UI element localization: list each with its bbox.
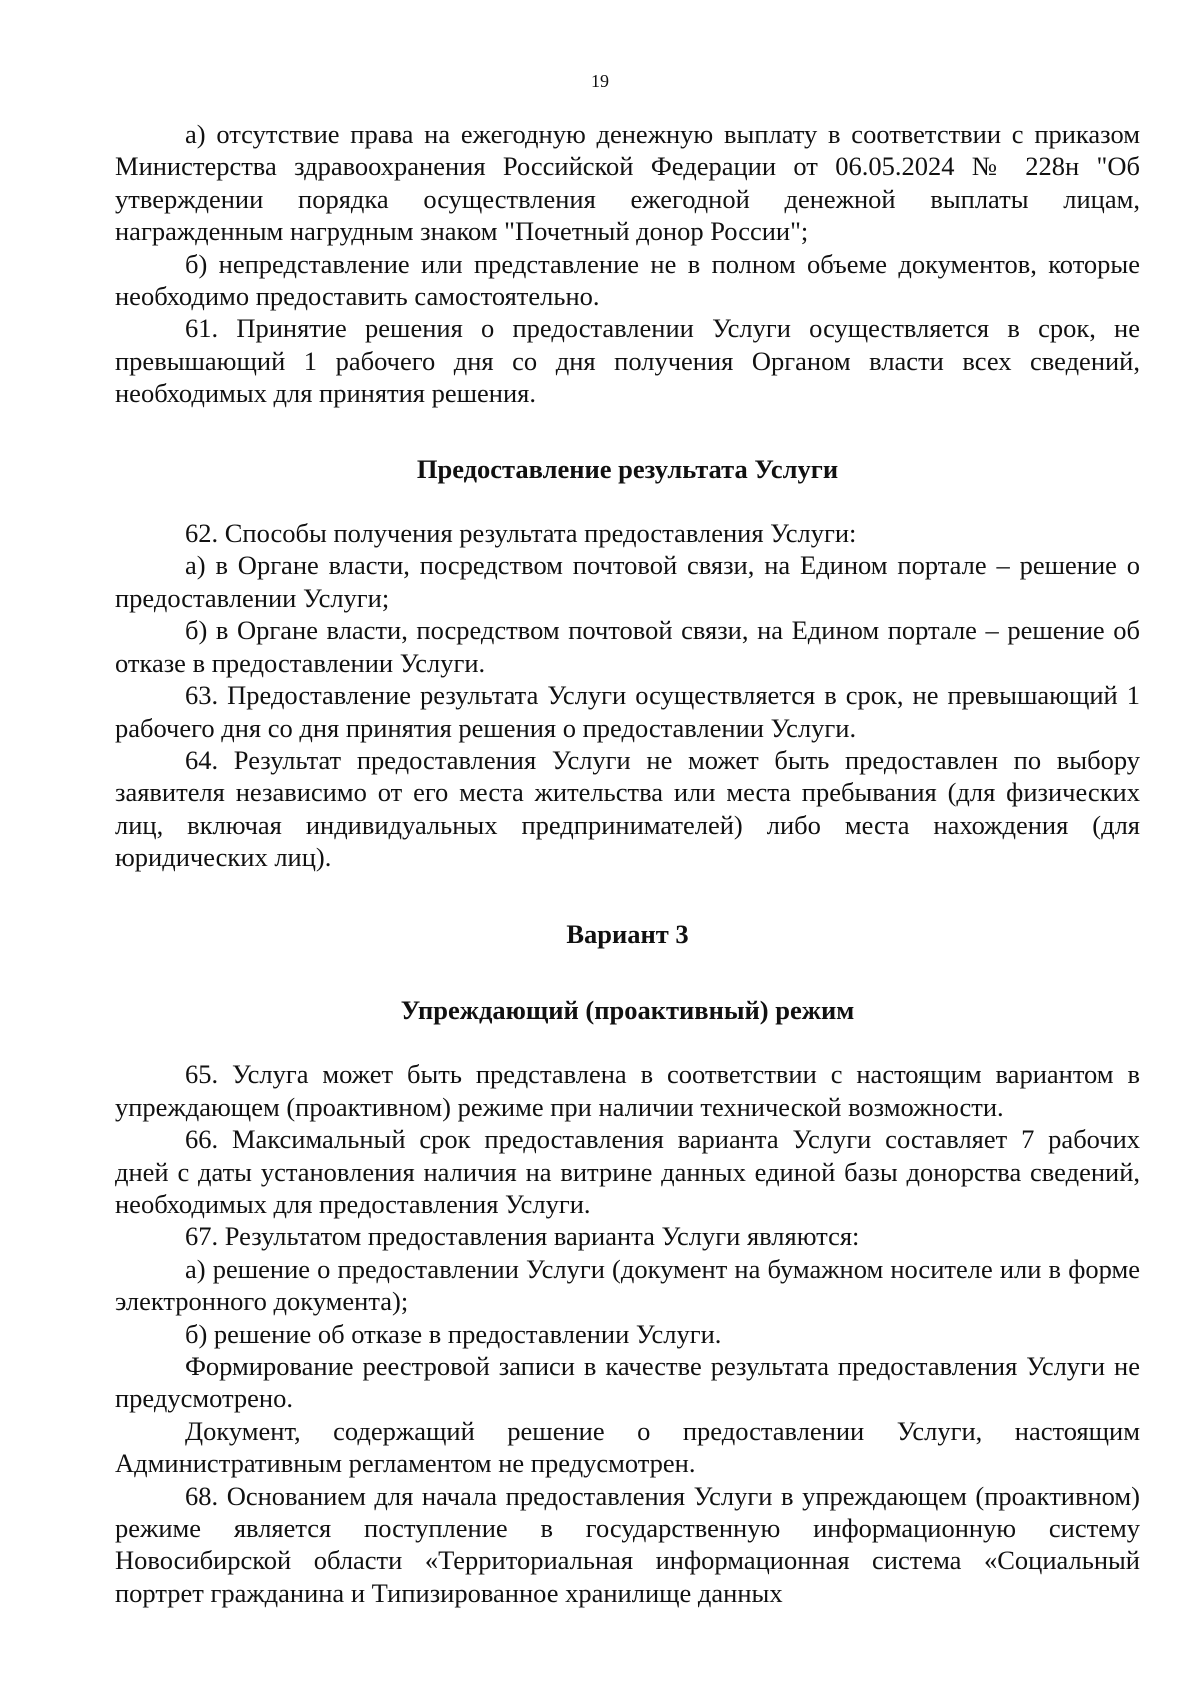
paragraph-68: 68. Основанием для начала предоставления Услуги в упреждающем (проактивном) режиме является поступление в государственную информационную систему Новосибирской области «Территориальная информационная система «Социальный портрет гражданина и Типизированное хранилище данных [115,1480,1140,1608]
paragraph-66: 66. Максимальный срок предоставления варианта Услуги составляет 7 рабочих дней с даты установления наличия на витрине данных единой базы донорства сведений, необходимых для предоставления Услуги. [115,1124,1140,1219]
paragraph-62-b: б) в Органе власти, посредством почтовой связи, на Едином портале – решение об отказе в предоставлении Услуги. [115,615,1140,678]
paragraph-67: 67. Результатом предоставления варианта Услуги являются: [185,1221,860,1252]
section-heading-mode: Упреждающий (проактивный) режим [400,994,855,1025]
page-number: 19 [591,71,609,91]
paragraph-document-decision: Документ, содержащий решение о предоставлении Услуги, настоящим Административным регламентом не предусмотрен. [115,1415,1140,1479]
paragraph-63: 63. Предоставление результата Услуги осуществляется в срок, не превышающий 1 рабочего дня со дня принятия решения о предоставлении Услуги. [115,680,1140,743]
paragraph-b-no-documents: б) непредставление или представление не в полном объеме документов, которые необходимо предоставить самостоятельно. [115,248,1140,312]
section-heading-result: Предоставление результата Услуги [416,453,839,484]
paragraph-64: 64. Результат предоставления Услуги не может быть предоставлен по выбору заявителя независимо от его места жительства или места пребывания (для физических лиц, включая индивидуальных предпринимателей) либо места нахождения (для юридических лиц). [115,744,1140,873]
paragraph-67-a: а) решение о предоставлении Услуги (документ на бумажном носителе или в форме электронного документа); [115,1253,1140,1317]
document-body [115,118,1140,1609]
paragraph-registry-record: Формирование реестровой записи в качестве результата предоставления Услуги не предусмотрено. [115,1351,1140,1414]
paragraph-a-no-right: а) отсутствие права на ежегодную денежную выплату в соответствии с приказом Министерства здравоохранения Российской Федерации от 06.05.2024 № 228н "Об утверждении порядка осуществления ежегодной денежной выплаты лицам, награжденным нагрудным знаком "Почетный донор России"; [115,119,1140,247]
paragraph-62-a: а) в Органе власти, посредством почтовой связи, на Едином портале – решение о предоставлении Услуги; [115,550,1140,613]
paragraph-65: 65. Услуга может быть представлена в соответствии с настоящим вариантом в упреждающем (проактивном) режиме при наличии технической возможности. [115,1059,1140,1122]
paragraph-67-b: б) решение об отказе в предоставлении Услуги. [185,1318,722,1349]
section-heading-variant: Вариант 3 [566,918,689,949]
paragraph-62: 62. Способы получения результата предоставления Услуги: [185,518,857,549]
paragraph-61: 61. Принятие решения о предоставлении Услуги осуществляется в срок, не превышающий 1 рабочего дня со дня получения Органом власти всех сведений, необходимых для принятия решения. [115,313,1140,409]
